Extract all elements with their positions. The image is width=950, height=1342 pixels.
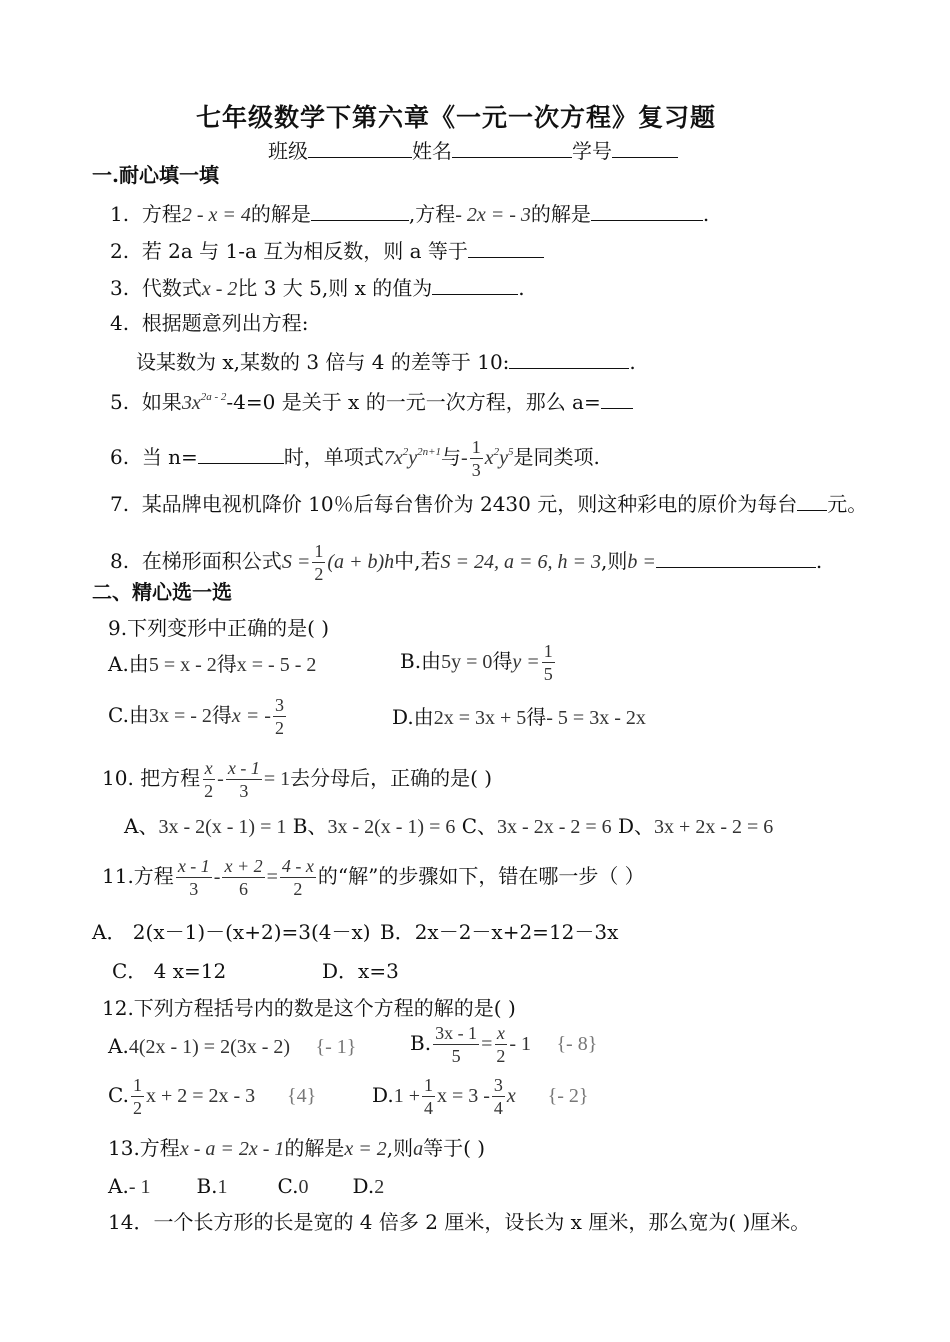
q12-option-c[interactable]: [108, 1074, 316, 1119]
q13-text-d: 等于( ): [423, 1136, 486, 1160]
q11-fraction-2: [222, 855, 264, 900]
q3-text-c: .: [518, 276, 525, 300]
id-blank[interactable]: [612, 137, 678, 158]
q6-monomial-1: 7x: [383, 447, 403, 469]
q3-text-a: 代数式: [141, 276, 202, 300]
q11-text-a: 11.方程: [102, 864, 174, 888]
q6-text-c: 与: [441, 445, 462, 469]
q12b-fraction-2: [494, 1022, 507, 1067]
numerator: 1: [471, 437, 481, 457]
option-label: D.由: [392, 705, 434, 729]
q11-option-d[interactable]: D．x=3: [322, 959, 399, 983]
numerator: x - 1: [177, 856, 210, 876]
numerator: 3: [274, 695, 284, 715]
question-number: 1.: [110, 202, 130, 226]
q4-sub-text: 设某数为 x,某数的 3 倍与 4 的差等于 10:: [136, 350, 510, 374]
q4-end: .: [629, 350, 636, 374]
q6-text-b: 时，单项式: [283, 445, 384, 469]
q11-fraction-1: [176, 855, 212, 900]
equals: =: [481, 1033, 493, 1055]
q9-option-b[interactable]: [400, 640, 557, 685]
q1-equation-1: 2 - x = 4: [181, 204, 251, 226]
option-label: A.: [108, 1174, 129, 1198]
denominator: 5: [543, 664, 553, 684]
q2-blank[interactable]: [468, 237, 544, 258]
q1-text-c: ,方程: [408, 202, 456, 226]
q12-option-a[interactable]: [108, 1034, 356, 1059]
option-expr: 3x - 2x - 2 = 6: [497, 816, 612, 838]
q8-values: S = 24, a = 6, h = 3: [440, 551, 601, 573]
q2-text: 若 2a 与 1-a 互为相反数，则 a 等于: [141, 239, 468, 263]
option-mid: 得: [211, 703, 232, 727]
q10-fraction-1: [202, 757, 215, 802]
option-expr: 3x = - 2: [148, 705, 212, 727]
option-expr: 5y = 0: [441, 651, 493, 673]
option-expr: - 5 = 3x - 2x: [546, 707, 646, 729]
q8-expression: (a + b)h: [327, 551, 395, 573]
q11-option-a[interactable]: A． 2(x－1)－(x+2)=3(4－x): [92, 920, 371, 944]
q8-b: b =: [627, 551, 656, 573]
question-10: [102, 757, 492, 802]
q13-solution: x = 2: [344, 1138, 387, 1160]
option-var: x: [506, 1085, 516, 1107]
numerator: 3: [493, 1075, 503, 1095]
q9-option-c[interactable]: [108, 694, 288, 739]
option-value: 1: [217, 1176, 228, 1198]
option-expr: 2x = 3x + 5: [433, 707, 527, 729]
q1-blank-1[interactable]: [311, 200, 409, 221]
option-label: D、: [618, 814, 655, 838]
q10-equals: = 1: [263, 768, 291, 790]
q11-minus: -: [213, 866, 221, 888]
q1-blank-2[interactable]: [591, 200, 703, 221]
q1-text-e: .: [702, 202, 710, 226]
name-label: 姓名: [412, 139, 452, 163]
q5-text-b: -4=0 是关于 x 的一元一次方程，那么 a=: [226, 390, 601, 414]
q10-minus: -: [217, 768, 224, 790]
option-expr: y =: [512, 651, 540, 673]
option-expr: 3x - 2(x - 1) = 1: [158, 816, 287, 838]
numerator: x: [496, 1023, 505, 1043]
question-number: 6.: [110, 445, 130, 469]
numerator: 1: [423, 1075, 433, 1095]
question-13: [108, 1136, 485, 1161]
q1-text-b: 的解是: [250, 202, 311, 226]
denominator: 2: [496, 1046, 506, 1066]
q7-text-b: 元。: [827, 492, 868, 516]
option-label: D.: [372, 1083, 394, 1107]
q13-a: a: [413, 1138, 424, 1160]
numerator: 1: [314, 541, 324, 561]
question-7: [110, 490, 867, 516]
option-value: 0: [298, 1176, 309, 1198]
question-9: 9.下列变形中正确的是( ): [108, 616, 330, 640]
option-expr: 4(2x - 1) = 2(3x - 2): [128, 1036, 291, 1058]
question-2: [110, 237, 544, 263]
question-8: [110, 540, 822, 585]
option-expr: x = - 5 - 2: [236, 654, 317, 676]
denominator: 2: [204, 781, 214, 801]
q11-text-b: 的“解”的步骤如下，错在哪一步（ ）: [317, 864, 645, 888]
question-number: 3.: [110, 276, 130, 300]
q13-option-d[interactable]: [353, 1174, 385, 1198]
q1-text-d: 的解是: [530, 202, 591, 226]
q9-option-d[interactable]: [392, 705, 646, 730]
section-heading-choose: 二、精心选一选: [92, 580, 232, 604]
question-number: 2.: [110, 239, 130, 263]
q6-fraction: [470, 436, 483, 481]
q10-option-a[interactable]: [124, 814, 286, 838]
id-label: 学号: [572, 139, 612, 163]
q13-option-c[interactable]: [278, 1174, 309, 1198]
numerator: 1: [132, 1075, 142, 1095]
q6-exp: 2: [493, 446, 500, 458]
q3-expression: x - 2: [201, 278, 238, 300]
denominator: 3: [239, 781, 249, 801]
q6-exp: 2n+1: [417, 446, 442, 458]
q7-blank[interactable]: [797, 490, 827, 511]
numerator: x: [204, 758, 213, 778]
q12d-fraction-2: [492, 1074, 505, 1119]
q10-option-c[interactable]: [462, 814, 612, 838]
q12b-fraction-1: [433, 1022, 479, 1067]
q6-blank[interactable]: [198, 443, 284, 464]
question-3: [110, 274, 525, 301]
q6-exp: 5: [507, 446, 514, 458]
denominator: 2: [132, 1098, 142, 1118]
question-1: [110, 200, 709, 227]
q13-text-c: ,则: [386, 1136, 414, 1160]
option-label: A、: [124, 814, 159, 838]
q13-equation: x - a = 2x - 1: [179, 1138, 285, 1160]
denominator: 2: [314, 564, 324, 584]
numerator: 3x - 1: [435, 1023, 478, 1043]
option-root: {- 8}: [556, 1033, 598, 1055]
numerator: x - 1: [227, 758, 260, 778]
q1-text-a: 方程: [141, 202, 182, 226]
q3-text-b: 比 3 大 5,则 x 的值为: [237, 276, 433, 300]
denominator: 2: [274, 718, 284, 738]
denominator: 3: [189, 879, 199, 899]
q11-option-b[interactable]: B．2x－2－x+2=12－3x: [380, 920, 619, 944]
q4-blank[interactable]: [509, 348, 629, 369]
q8-text-d: .: [815, 549, 823, 573]
q1-equation-2: - 2x = - 3: [455, 204, 531, 226]
q11-option-c[interactable]: C． 4 x=12: [112, 959, 227, 983]
q10-options: [124, 814, 773, 839]
q7-text-a: 某品牌电视机降价 10％后每台售价为 2430 元，则这种彩电的原价为每台: [141, 492, 798, 516]
q12c-fraction: [131, 1074, 144, 1119]
option-expr: 5 = x - 2: [148, 654, 217, 676]
denominator: 3: [471, 460, 481, 480]
option-label: C.: [108, 1083, 129, 1107]
q13-option-a[interactable]: [108, 1174, 150, 1198]
option-root: {- 1}: [315, 1036, 357, 1058]
option-label: B.: [196, 1174, 218, 1198]
q6-var: y: [499, 447, 508, 469]
section-heading-fill: 一.耐心填一填: [92, 163, 219, 187]
class-blank[interactable]: [308, 137, 412, 158]
option-label: D.: [352, 1174, 375, 1198]
q9-option-a[interactable]: [108, 652, 316, 677]
q13-text-a: 13.方程: [108, 1136, 180, 1160]
question-number: 5.: [110, 390, 130, 414]
q8-blank[interactable]: [656, 547, 816, 568]
option-label: A.由: [108, 652, 149, 676]
q13-option-b[interactable]: [196, 1174, 227, 1198]
q12d-fraction-1: [422, 1074, 435, 1119]
question-11: [102, 855, 645, 900]
option-expr: 1 +: [393, 1085, 420, 1107]
q10-text-a: 10. 把方程: [102, 766, 201, 790]
q8-fraction: [312, 540, 325, 585]
option-value: - 1: [128, 1176, 151, 1198]
q9c-fraction: [273, 694, 286, 739]
option-root: {- 2}: [547, 1085, 589, 1107]
q6-exp: 2: [402, 446, 409, 458]
option-expr: - 1: [509, 1033, 532, 1055]
numerator: 1: [543, 641, 553, 661]
numerator: 4 - x: [281, 856, 314, 876]
question-5: [110, 388, 633, 415]
question-number: 4.: [110, 311, 130, 335]
option-mid: 得: [216, 652, 237, 676]
q10-text-b: 去分母后，正确的是( ): [290, 766, 493, 790]
q8-text-a: 在梯形面积公式: [141, 549, 282, 573]
q6-text-a: 当 n=: [141, 445, 198, 469]
q5-base: 3x: [181, 392, 201, 414]
page-title: 七年级数学下第六章《一元一次方程》复习题: [196, 103, 717, 132]
option-expr: x = -: [231, 705, 271, 727]
option-label: C.: [277, 1174, 299, 1198]
q10-option-b[interactable]: [293, 814, 456, 838]
option-mid: 得: [492, 649, 513, 673]
q11-equals: =: [266, 866, 278, 888]
question-12: 12.下列方程括号内的数是这个方程的解的是( ): [102, 996, 516, 1020]
option-mid: 得: [526, 705, 547, 729]
question-14: 14．一个长方形的长是宽的 4 倍多 2 厘米，设长为 x 厘米，那么宽为( )厘米。: [108, 1210, 811, 1234]
q8-text-b: 中,若: [394, 549, 441, 573]
option-label: B、: [292, 814, 328, 838]
numerator: x + 2: [224, 856, 263, 876]
q12-option-b[interactable]: [410, 1022, 597, 1067]
option-label: B.: [410, 1031, 432, 1055]
question-6: [110, 436, 600, 481]
q6-monomial-2: x: [484, 447, 494, 469]
question-number: 7.: [110, 492, 130, 516]
option-expr: x + 2 = 2x - 3: [145, 1085, 256, 1107]
option-expr: x = 3 -: [436, 1085, 490, 1107]
q5-blank[interactable]: [601, 388, 633, 409]
q13-options: [108, 1174, 384, 1199]
q9b-fraction: [542, 640, 555, 685]
denominator: 2: [293, 879, 303, 899]
q5-text-a: 如果: [141, 390, 182, 414]
q10-fraction-2: [226, 757, 262, 802]
option-label: B.由: [400, 649, 442, 673]
denominator: 4: [493, 1098, 503, 1118]
class-label: 班级: [268, 139, 308, 163]
q6-var: y: [408, 447, 418, 469]
option-label: C、: [461, 814, 498, 838]
q11-fraction-3: [280, 855, 316, 900]
student-info-line: [268, 137, 678, 163]
denominator: 6: [239, 879, 249, 899]
q6-minus: -: [461, 447, 468, 469]
q3-blank[interactable]: [432, 274, 518, 295]
option-root: {4}: [286, 1085, 317, 1107]
question-number: 8.: [110, 549, 130, 573]
name-blank[interactable]: [452, 137, 572, 158]
q4-text: 根据题意列出方程:: [141, 311, 309, 335]
q6-text-d: 是同类项.: [513, 445, 600, 469]
q8-s: S =: [281, 551, 311, 573]
q10-option-d[interactable]: [618, 814, 773, 838]
question-4: [110, 311, 309, 335]
q13-text-b: 的解是: [284, 1136, 345, 1160]
option-label: C.由: [108, 703, 149, 727]
option-value: 2: [374, 1176, 385, 1198]
denominator: 4: [423, 1098, 433, 1118]
q12-option-d[interactable]: [372, 1074, 588, 1119]
option-expr: 3x - 2(x - 1) = 6: [327, 816, 456, 838]
q5-exponent: 2a - 2: [200, 391, 227, 403]
denominator: 5: [451, 1046, 461, 1066]
question-4-sub: [136, 348, 636, 374]
option-label: A.: [108, 1034, 129, 1058]
option-expr: 3x + 2x - 2 = 6: [654, 816, 774, 838]
q8-text-c: ,则: [601, 549, 628, 573]
